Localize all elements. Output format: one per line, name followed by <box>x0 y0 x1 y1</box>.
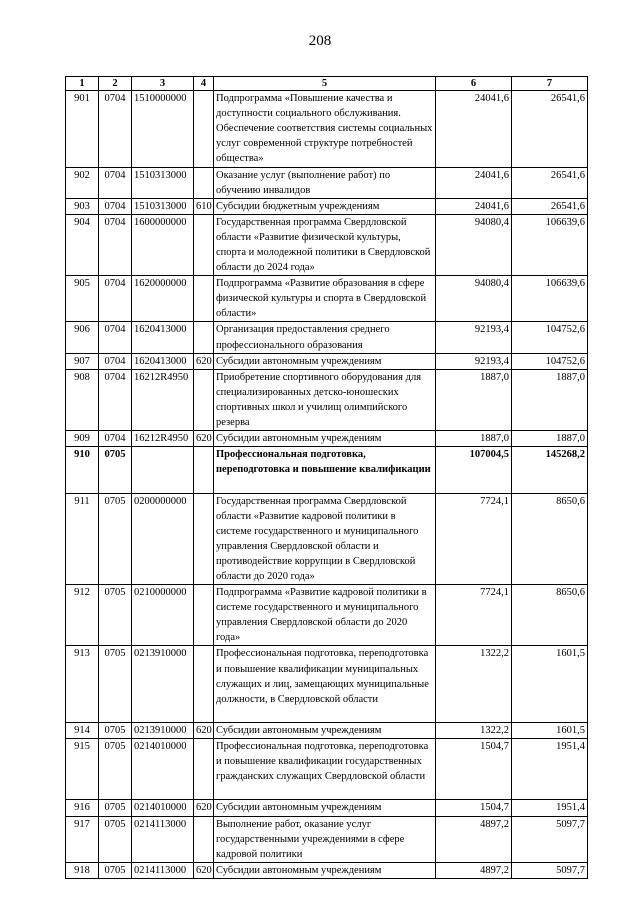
section-code: 0704 <box>99 91 132 168</box>
row-number: 912 <box>66 585 99 646</box>
amount-year-1: 1322,2 <box>436 722 512 738</box>
table-row <box>66 369 588 430</box>
amount-year-2: 106639,6 <box>512 276 588 322</box>
section-code: 0704 <box>99 369 132 430</box>
col-header-1: 1 <box>66 77 99 91</box>
table-row <box>66 167 588 198</box>
section-code: 0704 <box>99 353 132 369</box>
section-code: 0705 <box>99 493 132 585</box>
row-number: 902 <box>66 167 99 198</box>
section-code: 0704 <box>99 276 132 322</box>
amount-year-2: 1951,4 <box>512 800 588 816</box>
section-code: 0705 <box>99 862 132 878</box>
section-code: 0705 <box>99 722 132 738</box>
amount-year-2: 5097,7 <box>512 816 588 862</box>
amount-year-1: 7724,1 <box>436 493 512 585</box>
col-header-7: 7 <box>512 77 588 91</box>
section-code: 0704 <box>99 431 132 447</box>
amount-year-1: 92193,4 <box>436 353 512 369</box>
row-number: 904 <box>66 214 99 275</box>
amount-year-2: 1601,5 <box>512 646 588 723</box>
row-number: 901 <box>66 91 99 168</box>
expense-type-code <box>194 369 214 430</box>
target-article-code: 0214113000 <box>132 816 194 862</box>
table-row <box>66 447 588 493</box>
target-article-code: 1620000000 <box>132 276 194 322</box>
expense-type-code <box>194 91 214 168</box>
section-code: 0704 <box>99 214 132 275</box>
item-name: Субсидии автономным учреждениям <box>214 431 436 447</box>
row-number: 915 <box>66 739 99 800</box>
item-name: Выполнение работ, оказание услуг государственными учреждениями в сфере кадровой политики <box>214 816 436 862</box>
amount-year-1: 1322,2 <box>436 646 512 723</box>
item-name: Субсидии автономным учреждениям <box>214 722 436 738</box>
amount-year-1: 4897,2 <box>436 862 512 878</box>
amount-year-1: 24041,6 <box>436 167 512 198</box>
target-article-code: 1600000000 <box>132 214 194 275</box>
amount-year-2: 8650,6 <box>512 493 588 585</box>
amount-year-1: 1887,0 <box>436 369 512 430</box>
target-article-code: 16212R4950 <box>132 369 194 430</box>
section-code: 0705 <box>99 739 132 800</box>
row-number: 909 <box>66 431 99 447</box>
expense-type-code <box>194 167 214 198</box>
col-header-3: 3 <box>132 77 194 91</box>
table-row <box>66 322 588 353</box>
item-name: Субсидии автономным учреждениям <box>214 862 436 878</box>
row-number: 916 <box>66 800 99 816</box>
row-number: 903 <box>66 198 99 214</box>
header-row <box>66 77 588 91</box>
col-header-5: 5 <box>214 77 436 91</box>
table-row <box>66 862 588 878</box>
expense-type-code: 620 <box>194 722 214 738</box>
target-article-code: 0214113000 <box>132 862 194 878</box>
target-article-code: 0213910000 <box>132 722 194 738</box>
item-name: Субсидии автономным учреждениям <box>214 800 436 816</box>
table-row <box>66 431 588 447</box>
expense-type-code <box>194 646 214 723</box>
amount-year-2: 26541,6 <box>512 167 588 198</box>
table-row <box>66 353 588 369</box>
amount-year-1: 1887,0 <box>436 431 512 447</box>
target-article-code: 1510313000 <box>132 198 194 214</box>
section-code: 0705 <box>99 585 132 646</box>
table-row <box>66 214 588 275</box>
item-name: Государственная программа Свердловской области «Развитие физической культуры, спорта и молодежной политики в Свердловской области до 2024 года» <box>214 214 436 275</box>
amount-year-1: 107004,5 <box>436 447 512 493</box>
row-number: 908 <box>66 369 99 430</box>
item-name: Государственная программа Свердловской области «Развитие кадровой политики в системе государственного и муниципального управления Свердловской области и противодействие коррупции в Свердловской области до 2020 года» <box>214 493 436 585</box>
expense-type-code <box>194 739 214 800</box>
amount-year-2: 26541,6 <box>512 91 588 168</box>
item-name: Подпрограмма «Повышение качества и доступности социального обслуживания. Обеспечение соответствия системы социальных услуг современной структуре потребностей общества» <box>214 91 436 168</box>
amount-year-1: 24041,6 <box>436 198 512 214</box>
expense-type-code: 620 <box>194 431 214 447</box>
item-name: Организация предоставления среднего профессионального образования <box>214 322 436 353</box>
target-article-code: 0200000000 <box>132 493 194 585</box>
row-number: 917 <box>66 816 99 862</box>
section-code: 0704 <box>99 167 132 198</box>
amount-year-2: 104752,6 <box>512 353 588 369</box>
table-row <box>66 816 588 862</box>
table-row <box>66 800 588 816</box>
amount-year-1: 24041,6 <box>436 91 512 168</box>
row-number: 910 <box>66 447 99 493</box>
row-number: 911 <box>66 493 99 585</box>
target-article-code: 0210000000 <box>132 585 194 646</box>
amount-year-2: 1887,0 <box>512 369 588 430</box>
amount-year-1: 7724,1 <box>436 585 512 646</box>
section-code: 0704 <box>99 198 132 214</box>
row-number: 913 <box>66 646 99 723</box>
expense-type-code: 620 <box>194 862 214 878</box>
amount-year-1: 92193,4 <box>436 322 512 353</box>
target-article-code <box>132 447 194 493</box>
row-number: 905 <box>66 276 99 322</box>
table-row <box>66 585 588 646</box>
item-name: Оказание услуг (выполнение работ) по обучению инвалидов <box>214 167 436 198</box>
table-row <box>66 722 588 738</box>
amount-year-2: 1887,0 <box>512 431 588 447</box>
table-row <box>66 739 588 800</box>
item-name: Субсидии бюджетным учреждениям <box>214 198 436 214</box>
section-code: 0705 <box>99 447 132 493</box>
table-row <box>66 91 588 168</box>
amount-year-2: 8650,6 <box>512 585 588 646</box>
item-name: Субсидии автономным учреждениям <box>214 353 436 369</box>
row-number: 906 <box>66 322 99 353</box>
row-number: 914 <box>66 722 99 738</box>
item-name: Подпрограмма «Развитие кадровой политики в системе государственного и муниципального управления Свердловской области до 2020 года» <box>214 585 436 646</box>
expense-type-code <box>194 447 214 493</box>
item-name: Профессиональная подготовка, переподготовка и повышение квалификации <box>214 447 436 493</box>
expense-type-code <box>194 493 214 585</box>
expense-type-code: 620 <box>194 800 214 816</box>
expense-type-code <box>194 816 214 862</box>
table-row <box>66 646 588 723</box>
section-code: 0705 <box>99 800 132 816</box>
item-name: Подпрограмма «Развитие образования в сфере физической культуры и спорта в Свердловской области» <box>214 276 436 322</box>
target-article-code: 0213910000 <box>132 646 194 723</box>
expense-type-code <box>194 585 214 646</box>
section-code: 0705 <box>99 816 132 862</box>
amount-year-2: 106639,6 <box>512 214 588 275</box>
item-name: Профессиональная подготовка, переподготовка и повышение квалификации муниципальных служащих и лиц, замещающих муниципальные должности, в Свердловской области <box>214 646 436 723</box>
col-header-2: 2 <box>99 77 132 91</box>
page-number: 208 <box>308 33 332 49</box>
amount-year-2: 1601,5 <box>512 722 588 738</box>
amount-year-2: 5097,7 <box>512 862 588 878</box>
expense-type-code: 620 <box>194 353 214 369</box>
amount-year-1: 4897,2 <box>436 816 512 862</box>
item-name: Профессиональная подготовка, переподготовка и повышение квалификации государственных гражданских служащих Свердловской области <box>214 739 436 800</box>
row-number: 918 <box>66 862 99 878</box>
expense-type-code <box>194 276 214 322</box>
amount-year-2: 104752,6 <box>512 322 588 353</box>
amount-year-1: 1504,7 <box>436 800 512 816</box>
target-article-code: 16212R4950 <box>132 431 194 447</box>
expense-type-code <box>194 322 214 353</box>
target-article-code: 1510313000 <box>132 167 194 198</box>
target-article-code: 1620413000 <box>132 322 194 353</box>
amount-year-2: 26541,6 <box>512 198 588 214</box>
item-name: Приобретение спортивного оборудования для специализированных детско-юношеских спортивных школ и училищ олимпийского резерва <box>214 369 436 430</box>
row-number: 907 <box>66 353 99 369</box>
table-row <box>66 198 588 214</box>
amount-year-2: 145268,2 <box>512 447 588 493</box>
amount-year-2: 1951,4 <box>512 739 588 800</box>
expense-type-code: 610 <box>194 198 214 214</box>
budget-table <box>65 76 588 879</box>
section-code: 0705 <box>99 646 132 723</box>
amount-year-1: 1504,7 <box>436 739 512 800</box>
target-article-code: 0214010000 <box>132 800 194 816</box>
amount-year-1: 94080,4 <box>436 214 512 275</box>
col-header-4: 4 <box>194 77 214 91</box>
target-article-code: 1620413000 <box>132 353 194 369</box>
amount-year-1: 94080,4 <box>436 276 512 322</box>
target-article-code: 0214010000 <box>132 739 194 800</box>
target-article-code: 1510000000 <box>132 91 194 168</box>
table-row <box>66 276 588 322</box>
col-header-6: 6 <box>436 77 512 91</box>
expense-type-code <box>194 214 214 275</box>
section-code: 0704 <box>99 322 132 353</box>
table-row <box>66 493 588 585</box>
